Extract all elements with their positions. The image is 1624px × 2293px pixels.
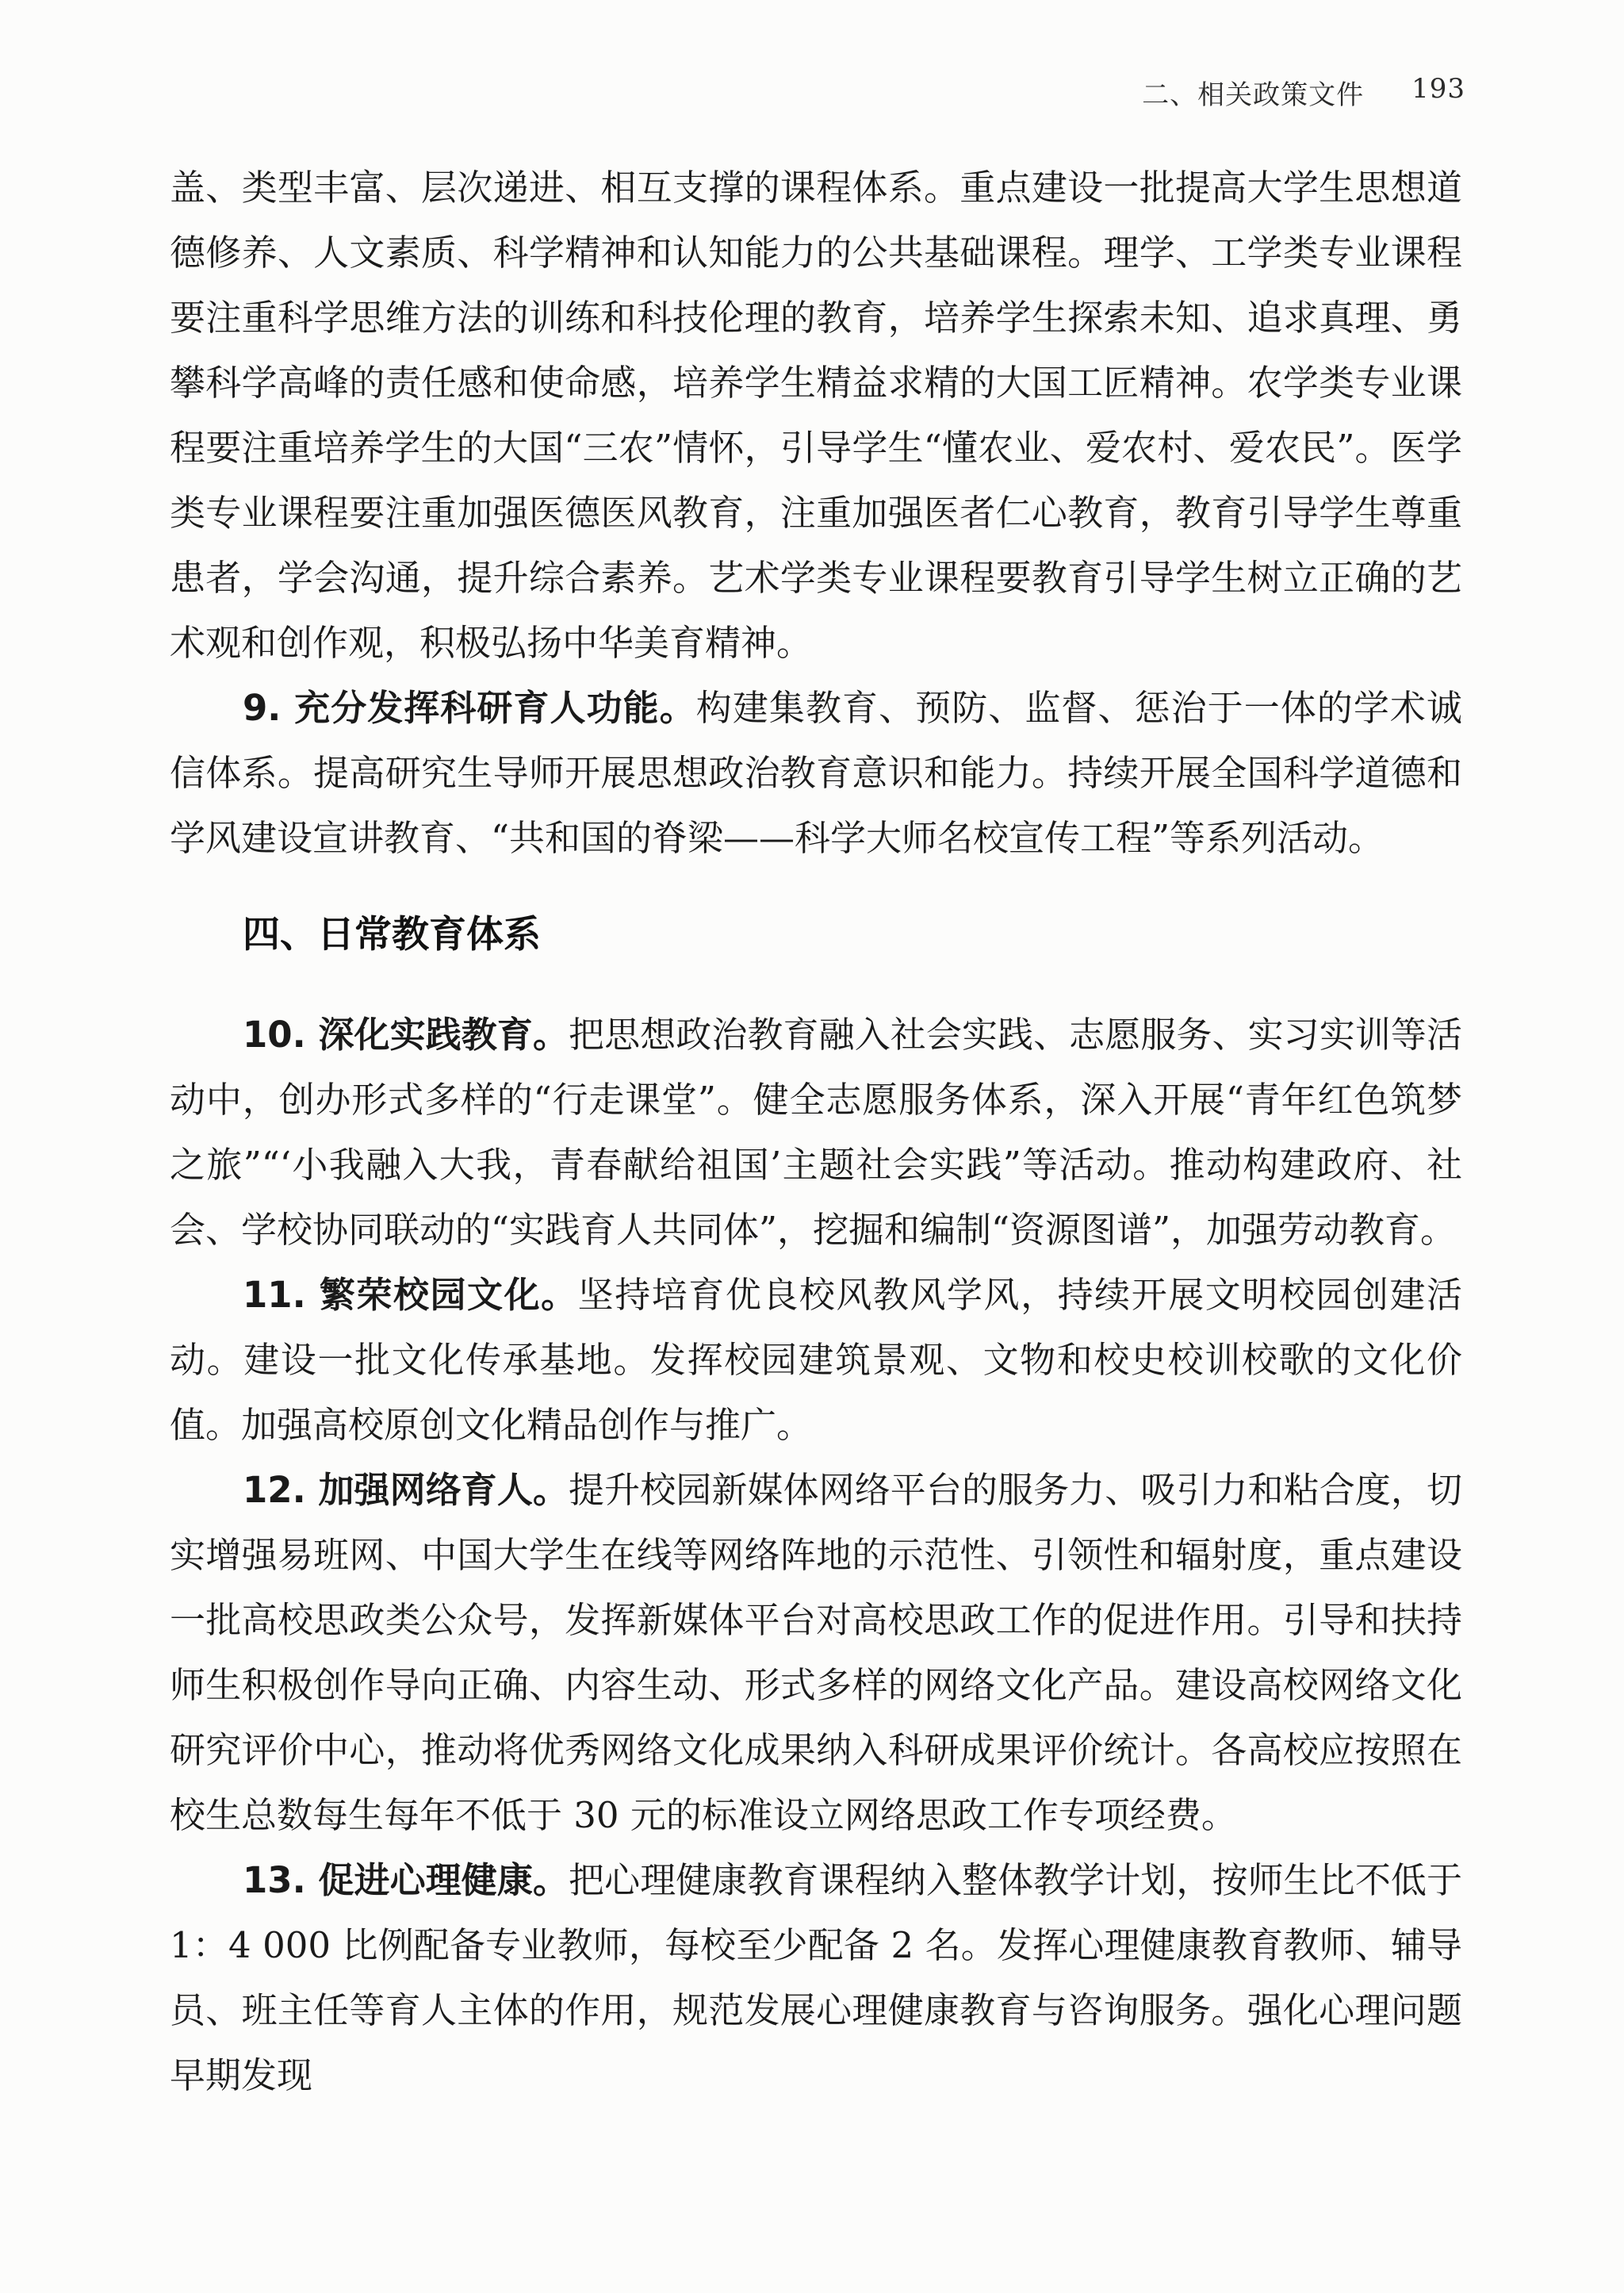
paragraph-item-11: [170, 1263, 1462, 1458]
paragraph-item-10: [170, 1003, 1462, 1263]
item-lead: 11. 繁荣校园文化。: [243, 1274, 578, 1316]
paragraph-item-9: [170, 676, 1462, 871]
paragraph-text: 把思想政治教育融入社会实践、志愿服务、实习实训等活动中，创办形式多样的“行走课堂”。健全志愿服务体系，深入开展“青年红色筑梦之旅”“‘小我融入大我，青春献给祖国’主题社会实践”等活动。推动构建政府、社会、学校协同联动的“实践育人共同体”，挖掘和编制“资源图谱”，加强劳动教育。: [170, 1014, 1462, 1251]
section-heading: 四、日常教育体系: [243, 913, 541, 957]
running-header: [1142, 73, 1465, 112]
item-lead: 10. 深化实践教育。: [243, 1014, 569, 1056]
item-lead: 13. 促进心理健康。: [243, 1859, 569, 1901]
paragraph-item-13: [170, 1848, 1462, 2108]
paragraph-continued: [170, 155, 1462, 676]
paragraph-text: 构建集教育、预防、监督、惩治于一体的学术诚信体系。提高研究生导师开展思想政治教育意识和能力。持续开展全国科学道德和学风建设宣讲教育、“共和国的脊梁——科学大师名校宣传工程”等系列活动。: [170, 687, 1462, 859]
paragraph-text: 盖、类型丰富、层次递进、相互支撑的课程体系。重点建设一批提高大学生思想道德修养、人文素质、科学精神和认知能力的公共基础课程。理学、工学类专业课程要注重科学思维方法的训练和科技伦理的教育，培养学生探索未知、追求真理、勇攀科学高峰的责任感和使命感，培养学生精益求精的大国工匠精神。农学类专业课程要注重培养学生的大国“三农”情怀，引导学生“懂农业、爱农村、爱农民”。医学类专业课程要注重加强医德医风教育，注重加强医者仁心教育，教育引导学生尊重患者，学会沟通，提升综合素养。艺术学类专业课程要教育引导学生树立正确的艺术观和创作观，积极弘扬中华美育精神。: [170, 167, 1462, 664]
paragraph-text: 把心理健康教育课程纳入整体教学计划，按师生比不低于 1：4 000 比例配备专业教师，每校至少配备 2 名。发挥心理健康教育教师、辅导员、班主任等育人主体的作用，规范发展心理健康教育与咨询服务。强化心理问题早期发现: [170, 1859, 1462, 2096]
page-number: 193: [1411, 73, 1465, 105]
paragraph-text: 坚持培育优良校风教风学风，持续开展文明校园创建活动。建设一批文化传承基地。发挥校园建筑景观、文物和校史校训校歌的文化价值。加强高校原创文化精品创作与推广。: [170, 1274, 1462, 1446]
paragraph-text: 提升校园新媒体网络平台的服务力、吸引力和粘合度，切实增强易班网、中国大学生在线等网络阵地的示范性、引领性和辐射度，重点建设一批高校思政类公众号，发挥新媒体平台对高校思政工作的促进作用。引导和扶持师生积极创作导向正确、内容生动、形式多样的网络文化产品。建设高校网络文化研究评价中心，推动将优秀网络文化成果纳入科研成果评价统计。各高校应按照在校生总数每生每年不低于 30 元的标准设立网络思政工作专项经费。: [170, 1469, 1462, 1836]
paragraph-item-12: [170, 1458, 1462, 1848]
header-section-title: 二、相关政策文件: [1142, 79, 1365, 111]
item-lead: 9. 充分发挥科研育人功能。: [243, 687, 696, 729]
item-lead: 12. 加强网络育人。: [243, 1469, 569, 1511]
document-body: [170, 155, 1462, 2108]
